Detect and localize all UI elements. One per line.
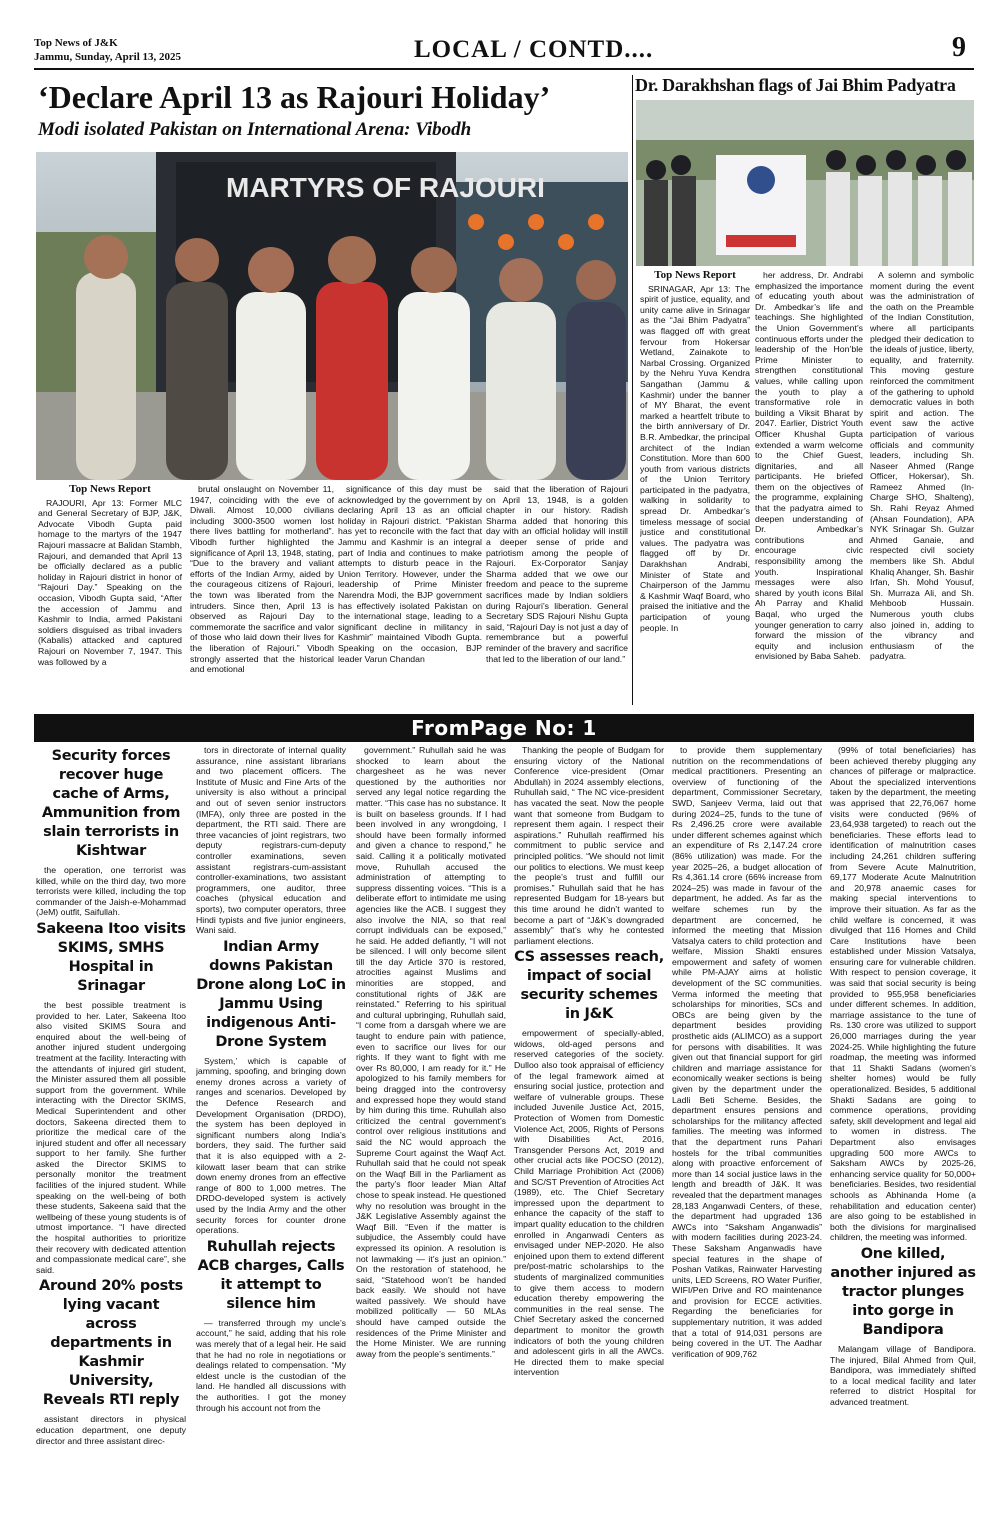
- section-title: LOCAL / CONTD....: [414, 36, 654, 63]
- bandipora-text: Malangam village of Bandipora. The injured, Bilal Ahmed from Quil, Bandipora, was immediately shifted to a local medical facility and later referred to district Hospital for advanced treatment.: [830, 1343, 976, 1407]
- side-column-2: [755, 270, 863, 710]
- cs-schemes-text-cont: to provide them supplementary nutrition on the recommendations of medical practitioners. Presenting an overview of functioning of the department, Commissioner Secretary, SWD, Sanjeev Verma, laid out that during 2024–25, funds to the tune of Rs 2,496.25 crore were available under different schemes against which an expenditure of Rs 2,147.24 crore (86% utilization) was made. For the year 2025–26, a budget allocation of Rs 4,361.14 crore (66% increase from 2024–25) was made in favour of the department, he added. As far as the welfare schemes run by the department are concerned, he informed the meeting that Mission Vatsalya caters to child protection and welfare, Mission Shakti ensures empowerment and safety of women while PM-AJAY aims at holistic development of the SC communities. Verma informed the meeting that scholarships for minorities, SCs and OBCs are being given by the department besides providing prosthetic aids (ALIMCO) as a support for persons with disabilities. It was given out that financial support for girl children and marriage assistance for economically weaker sections is being given by the department under the Ladli Beti Scheme. Besides, the department ensures pensions and scholarships for the militancy affected families. The meeting was informed that the department runs Pahari hostels for the tribal communities along with proactive enforcement of more than 14 social justice laws in the length and breadth of J&K. It was revealed that the department manages 28,183 Anganwadi Centers, of these, the department had upgraded 136 AWCs into “Saksham Anganwadis” with modern facilities during 2023-24. These Saksham Anganwadis have special features in the shape of Poshan Vatikas, Rainwater Harvesting units, LED Screens, RO Water Purifier, WIFI/Pen Drive and RO maintenance and provision for ECCE activities. Regarding the beneficiaries for supplementary nutrition, it was added that a total of 914,031 persons are being covered in the UT. The Aadhar verification of 909,762: [672, 745, 822, 1359]
- kishtwar-headline: Security forces recover huge cache of Arms, Ammunition from slain terrorists in Kishtwar: [41, 748, 181, 859]
- side-text-1: SRINAGAR, Apr 13: The spirit of justice, equality, and unity came alive in Srinagar as the “Jai Bhim Padyatra” was flagged off with great fervour from Hokersar Wetland, Zainakote to Narbal Crossing. Organized by the Nehru Yuva Kendra Sangathan (Jammu & Kashmir) under the banner of MY Bharat, the event marked a heartfelt tribute to the birth anniversary of Dr. B.R. Ambedkar, the principal architect of the Indian Constitution. More than 600 youth from various districts of the Union Territory participated in the padyatra, walking in solidarity to spread Dr. Ambedkar’s timeless message of social justice and constitutional values. The padyatra was flagged off by Dr. Darakhshan Andrabi, Minister of State and Chairperson of the Jammu & Kashmir Waqf Board, who praised the initiative and the participation of young people. In: [640, 283, 750, 633]
- ruhullah-headline: Ruhullah rejects ACB charges, Calls it attempt to silence him: [197, 1238, 345, 1312]
- side-headline: Dr. Darakhshan flags of Jai Bhim Padyatra: [635, 75, 956, 95]
- cont-column-1: [36, 745, 186, 1485]
- kishtwar-text: the operation, one terrorist was killed, while on the third day, two more terrorists were killed, including the top commander of the Jaish-e-Mohammad (JeM) outfit, Saifullah.: [36, 865, 186, 918]
- cont-column-6: [830, 745, 976, 1485]
- side-column-1: [640, 270, 750, 710]
- skims-headline: Sakeena Itoo visits SKIMS, SMHS Hospital in Srinagar: [36, 920, 186, 994]
- side-byline: Top News Report: [654, 270, 736, 281]
- cs-schemes-text: empowerment of specially-abled, widows, old-aged persons and reserved categories of the society. Dulloo also took appraisal of efficiency of the legal framework aimed at ensuring social justice, protection and welfare of vulnerable groups. These included Juvenile Justice Act, 2015, Protection of Women from Domestic Violence Act, 2005, Rights of Persons with Disabilities Act, 2016, Transgender Persons Act, 2019 and other crucial acts like POCSO (2012), Child Marriage Prohibition Act (2006) and SC/ST Prevention of Atrocities Act (1989), etc. The Chief Secretary impressed upon the department to enhance the capacity of the staff to impart quality education to the children enrolled in Anganwadi Centers as envisaged under NEP-2020. He also enjoined upon them to extend different pre/post-matric scholarships to the students of marginalized communities to give them access to modern education thereby empowering the communities in the real sense. The Chief Secretary asked the concerned department to monitor the growth indicators of both the young children and adolescent girls in all the AWCs. He directed them to make special intervention: [514, 1028, 664, 1378]
- masthead: [34, 34, 974, 70]
- cont-column-3: [356, 745, 506, 1485]
- lead-headline: ‘Declare April 13 as Rajouri Holiday’: [38, 79, 551, 115]
- ku-vacancy-headline: Around 20% posts lying vacant across departments in Kashmir University, Reveals RTI reply: [39, 1278, 183, 1409]
- cs-schemes-text-end: (99% of total beneficiaries) has been achieved thereby plugging any chances of pilferage or malpractice. About the specialized interventions taken by the department, the meeting was apprised that 22,76,067 home visits were conducted (96% of 23,64,938 targeted) to reach out the beneficiaries. These efforts lead to identification of malnutrition cases including 24,261 children suffering from Severe Acute Malnutrition, 69,177 Moderate Acute Malnutrition and 20,978 anaemic cases for making special interventions to improve their situation. As far as the child welfare is concerned, it was divulged that 116 Homes and Child Care Institutions have been established under Mission Vatsalya, ensuring care for vulnerable children. With respect to pension coverage, it was said that social security is being provided to 955,958 beneficiaries under different schemes. In addition, marriage assistance to the tune of Rs. 130 crore was utilized to support 26,000 marriages during the year 2024-25. While highlighting the future roadmap, the meeting was informed that 11 Shakti Sadans (women’s shelter homes) would be fully operationalized. Besides, 5 additional Shakti Sadans are going to commence operations, providing safety, skill development and legal aid to women in distress. The Department also envisages upgrading 500 more AWCs to Saksham AWCs by 2025-26, enhancing service quality for 50,000+ beneficiaries. Besides, two residential schools as Abhinanda Home (a rehabilitation and education center) are also going to be established in both the divisions for marginalised children, the meeting was informed.: [830, 745, 976, 1243]
- lead-column-2: [190, 484, 334, 709]
- cont-column-4: [514, 745, 664, 1485]
- lead-subhead: Modi isolated Pakistan on International Arena: Vibodh: [38, 119, 472, 140]
- lead-text-4: said that the liberation of Rajouri on April 13, 1948, is a golden chapter in our history. Radish Sharma added that honoring this day with an official holiday will instill a deeper sense of pride and patriotism among the people of Rajouri. Ex-Corporator Sanjay Sharma added that we owe our freedom and peace to the supreme sacrifices made by Indian soldiers during Rajouri’s liberation. General Secretary SDS Rajouri Nishu Gupta said, “Rajouri Day is not just a day of remembrance but a powerful reminder of the bravery and sacrifice that led to the liberation of our land.”: [486, 484, 628, 664]
- cont-column-2: [196, 745, 346, 1485]
- dateline: Jammu, Sunday, April 13, 2025: [34, 51, 182, 63]
- lead-text-1: RAJOURI, Apr 13: Former MLC and General Secretary of BJP, J&K, Advocate Vibodh Gupta paid homage to the martyrs of the 1947 Rajouri massacre at Balidan Stambh, Rajouri, and demanded that April 13 be officially declared as a public holiday in Rajouri district in honor of “Rajouri Day.” Speaking on the occasion, Vibodh Gupta said, “After the accession of Jammu and Kashmir to India, armed Pakistani soldiers disguised as tribal invaders (Kabalis) attacked and captured Rajouri on November 7, 1947. This was followed by a: [38, 497, 182, 667]
- side-column-3: [870, 270, 974, 710]
- bandipora-headline: One killed, another injured as tractor plunges into gorge in Bandipora: [830, 1245, 976, 1338]
- army-drone-text: System,’ which is capable of jamming, spoofing, and bringing down enemy drones across a variety of ranges and scenarios. Developed by the Defence Research and Development Organisation (DRDO), the system has been deployed in significant numbers along India’s borders, they said. The further said that it is also equipped with a 2-kilowatt laser beam that can strike down enemy drones from an effective range of 800 to 1,000 metres. The DRDO-developed system is actively used by the India Army and the other security forces for counter drone operations.: [196, 1055, 346, 1236]
- lead-column-1: [38, 484, 182, 709]
- lead-text-3: significance of this day must be acknowledged by the government by declaring April 13 as an official holiday in Rajouri district. “Pakistan has yet to reconcile with the fact that Jammu and Kashmir is an integral part of India and continues to make attempts to disturb peace in the Union Territory. However, under the leadership of Prime Minister Narendra Modi, the BJP government has effectively isolated Pakistan on the international stage, leading to a significant decline in militancy in Kashmir” maintained Vibodh Gupta. Speaking on the occasion, BJP leader Varun Chandan: [338, 484, 482, 664]
- side-text-3: A solemn and symbolic moment during the event was the administration of the oath on the Preamble of the Indian Constitution, where all participants pledged their dedication to the ideals of justice, liberty, equality, and fraternity. This moving gesture reinforced the commitment of the gathering to uphold democratic values in both spirit and action. The event saw the active participation of various officials and community leaders, including Sh. Naseer Ahmed (Range Officer, Hokersar), Sh. Rameez Ahmed (In-Charge SHO, Shalteng), Sh. Rahi Reyaz Ahmed (Ahsan Foundation), APA NYK Srinagar Sh. Gulzar Ahmed Ganaie, and respected civil society members like Sh. Abdul Khaliq Ahanger, Sh. Bashir Irfan, Sh. Mohd Yousuf, Sh. Murraza Ali, and Sh. Mehboob Hussain. Numerous youth clubs also joined in, adding to the vibrancy and enthusiasm of the padyatra.: [870, 270, 974, 662]
- page-number: 9: [952, 32, 966, 63]
- lead-text-2: brutal onslaught on November 11, 1947, coinciding with the eve of Diwali. Almost 10,000 civilians including 3000-3500 women lost there lives battling for motherland”. Vibodh further highlighted the significance of April 13, 1948, stating, “Due to the bravery and valiant efforts of the Indian Army, aided by the courageous citizens of Rajouri, the town was liberated from the intruders. Since then, April 13 is observed as Rajouri Day to commemorate the sacrifice and valor of those who laid down their lives for the liberation of Rajouri.” Vibodh strongly asserted that the historical and emotional: [190, 484, 334, 675]
- cs-schemes-headline: CS assesses reach, impact of social security schemes in J&K: [514, 949, 664, 1023]
- photo-banner-text: MARTYRS OF RAJOURI: [226, 172, 545, 203]
- ceremony-photo: [36, 152, 628, 480]
- ruhullah-text-end: Thanking the people of Budgam for ensuring victory of the National Conference vice-president (Omar Abdullah) in 2024 assembly elections, Ruhullah said, “ The NC vice-president has vacated the seat. Now the people want that someone from Budgam to represent them again. I respect their aspirations.” Ruhullah reaffirmed his commitment to public service and principled politics. “We should not limit our politics to elections. We must keep the people’s trust and fulfill our promises.” Ruhullah said that he has represented Budgam for 18-years but this time around he didn’t wanted to become a part of “J&K’s downgraded assembly” that’s why he contested parliament elections.: [514, 745, 664, 946]
- ku-vacancy-text: assistant directors in physical education department, one deputy director and three assistant direc-: [36, 1414, 186, 1446]
- ku-vacancy-text-cont: tors in directorate of internal quality assurance, nine assistant librarians and two placement officers. The Institute of Music and Fine Arts of the university is also without a principal and out of seven senior instructors (IMFA), only three are posted in the department, the RTI said. There are three vacancies of joint registrars, two deputy registrars-cum-deputy controller examinations, seven assistant registrars-cum-assistant controller-examinations, two assistant programmers, one auditor, three coaches (physical education and sports), two computer operators, three Hindi typists and five junior engineers, Wani said.: [196, 745, 346, 936]
- padyatra-photo: [636, 100, 974, 266]
- side-text-2: her address, Dr. Andrabi emphasized the importance of educating youth about Dr. Ambedkar’s life and teachings. She highlighted the Union Government’s continuous efforts under the leadership of the Hon’ble Prime Minister to strengthen constitutional values, while calling upon the youth to play a transformative role in building a Viksit Bharat by 2047. Earlier, District Youth Officer Khushal Gupta extended a warm welcome to the Chief Guest, dignitaries, and all participants. He briefed them on the objectives of the programme, explaining that the padyatra aimed to deepen understanding of Dr. Ambedkar’s contributions and encourage civic responsibility among the youth. Inspirational messages were also shared by youth icons Bilal Ah Parray and Khalid Baqal, who urged the younger generation to carry forward the mission of equity and inclusion envisioned by Baba Saheb.: [755, 270, 863, 662]
- paper-name: Top News of J&K: [34, 37, 118, 49]
- lead-column-4: [486, 484, 628, 709]
- from-page-banner: FromPage No: 1: [34, 714, 974, 742]
- column-divider: [632, 75, 633, 705]
- ruhullah-text-cont: government.” Ruhullah said he was shocked to learn about the chargesheet as he was never questioned by the authorities nor served any legal notice regarding the matter. “This case has no substance. It is built on baseless grounds. If I had been involved in any wrongdoing, I should have been formally informed and given a chance to respond,” he said. Calling it a politically motivated move, Ruhullah accused the administration of attempting to suppress dissenting voices. “This is a deliberate effort to intimidate me using agencies like the ACB. I suggest they also involve the NIA, so that real corrupt individuals can be exposed,” he said. He added defiantly, “I will not be silenced. I will only become silent till the day Article 370 is restored, atrocities against Muslims and minorities are stopped, and constitutional rights of J&K are reinstated.” Referring to his spiritual and cultural upbringing, Ruhullah said, “I come from a darsgah where we are taught to endure pain with patience, even to sacrifice our lives for our rights. If they want to fight with me over Rs 80,000, I am ready for it.” He apologized to his family members for being dragged into the controversy and expressed hope they would stand by him during this time. Ruhullah also criticized the central government’s control over religious institutions and said the NC would approach the Supreme Court against the Waqf Act. Ruhullah said that he could not speak on the Waqf Bill in the Parliament as the party’s floor leader Mian Altaf chose to speak instead. He questioned why no resolution was brought in the J&K Legislative Assembly against the Waqf Bill. “Even if the matter is subjudice, the Assembly could have expressed its opinion. A resolution is not lawmaking — it’s just an opinion.” On the restoration of statehood, he said, “Statehood won’t be handed back easily. We should not have waited passively. We should have mobilized politically — 50 MLAs should have camped outside the residences of the Prime Minister and the Home Minister. We are running away from the people’s sentiments.”: [356, 745, 506, 1359]
- skims-text: the best possible treatment is provided to her. Later, Sakeena Itoo also visited SKIMS Soura and enquired about the well-being of another injured student undergoing treatment at the facility. Interacting with the attendants of injured girl student, the Minister assured them all possible support from the government. While interacting with the Director SKIMS, Medical Superintendent and other doctors, Sakeena directed them to prioritize the medical care of the injured student and offer all necessary support to her family. She further asked the Director SKIMS to personally monitor the treatment facilities of the injured student. While speaking on the well-being of both these students, Sakeena said that the wellbeing of these young students is of utmost importance. “I have directed the hospital authorities to prioritize their recovery with dedicated attention and compassionate medical care”, she said.: [36, 999, 186, 1275]
- cont-column-5: [672, 745, 822, 1485]
- lead-column-3: [338, 484, 482, 709]
- lead-byline: Top News Report: [69, 484, 151, 495]
- army-drone-headline: Indian Army downs Pakistan Drone along LoC in Jammu Using indigenous Anti-Drone System: [196, 938, 346, 1050]
- ruhullah-text: — transferred through my uncle’s account,” he said, adding that his role was merely that of a legal heir. He said that he had no role in negotiations or dealings related to compensation. “My eldest uncle is the custodian of the land. He handled all discussions with the authorities. I got the money through his account not from the: [196, 1317, 346, 1413]
- paper-info: [34, 36, 181, 64]
